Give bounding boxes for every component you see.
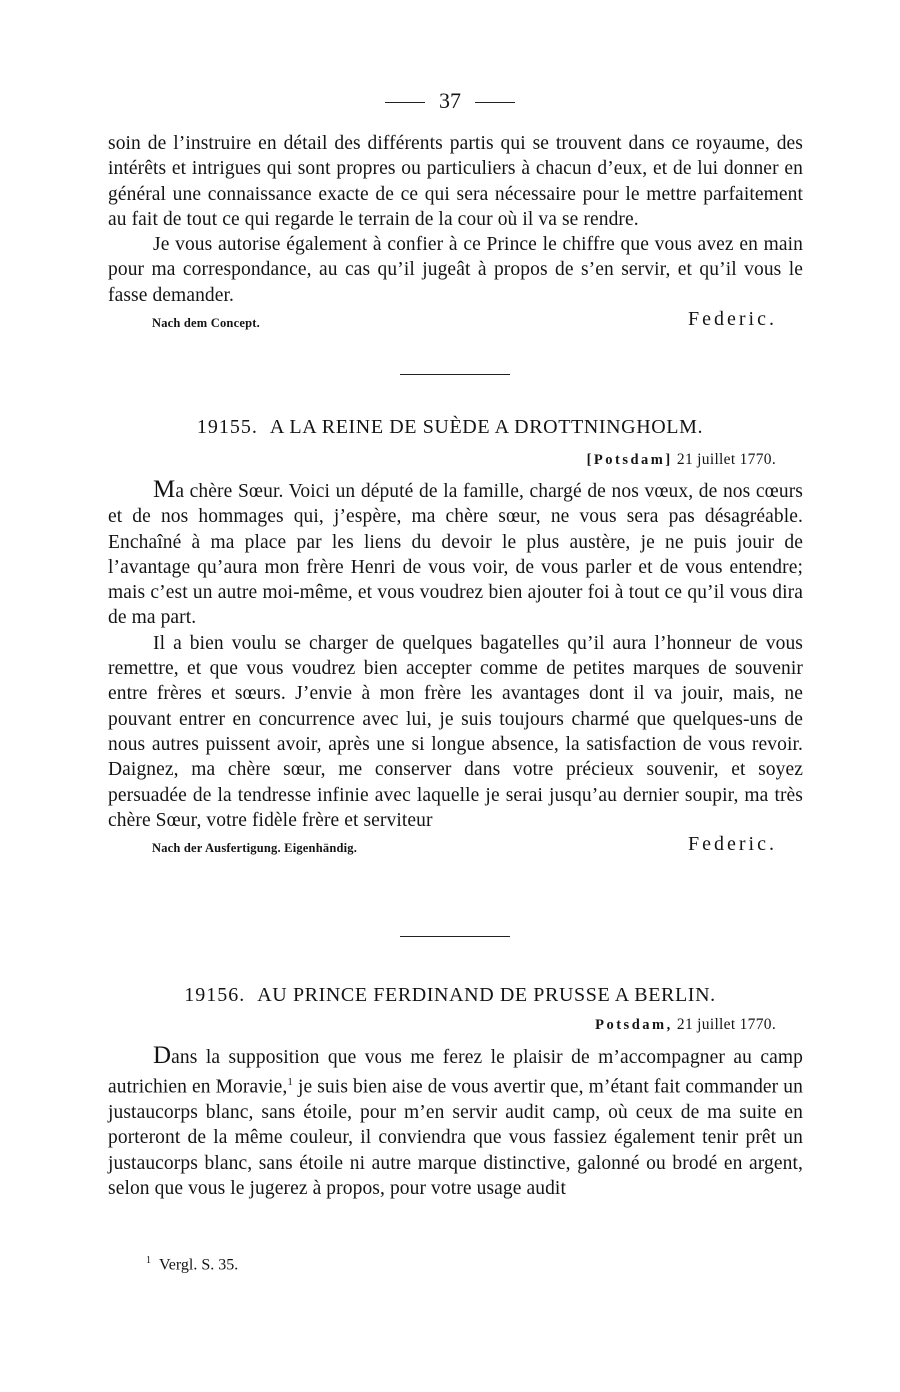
header-dash-left [385, 102, 425, 103]
letter-paragraph-start: ans la supposition que vous me ferez le plaisir de m’accompagner au camp autrichien en Moravie, [108, 1047, 803, 1098]
signature: Federic. [688, 308, 777, 331]
letter-paragraph-1 [108, 1043, 803, 1201]
signature: Federic. [688, 833, 777, 856]
letter-title: AU PRINCE FERDINAND DE PRUSSE A BERLIN. [257, 984, 716, 1006]
continuation-paragraph-2: Je vous autorise également à confier à ce Prince le chiffre que vous avez en main pour ma correspondance, au cas qu’il jugeât à propos de s’en servir, et qu’il vous le fasse demander. [108, 234, 803, 306]
footnote [146, 1255, 238, 1274]
letter-paragraph-1 [108, 477, 803, 631]
letter-title: A LA REINE DE SUÈDE A DROTTNINGHOLM. [269, 416, 704, 438]
date: 21 juillet 1770. [676, 1016, 776, 1033]
date: 21 juillet 1770. [676, 451, 776, 468]
letter-number: 19155. [196, 416, 258, 438]
section-divider [400, 374, 510, 375]
date-place: Potsdam, [595, 1017, 673, 1033]
continuation-signature-row [108, 308, 803, 334]
continuation-text [108, 131, 803, 334]
initial-letter: D [153, 1042, 172, 1069]
page-header [0, 88, 900, 114]
letter-dateline [595, 1016, 776, 1034]
footnote-text: Vergl. S. 35. [159, 1256, 239, 1274]
letter-number: 19156. [184, 984, 246, 1006]
letter-heading [0, 416, 900, 439]
letter-paragraph-end: je suis bien aise de vous avertir que, m’étant fait commander un justaucorps blanc, sans étoile, pour m’en servir audit camp, où ceux de ma suite en porteront de la même couleur, il conviendra que vous fassiez également tenir prêt un justaucorps blanc, sans étoile ni autre marque distinctive, galonné ou brodé en argent, selon que vous le jugerez à propos, pour votre usage audit [108, 1076, 803, 1199]
footnote-reference[interactable]: 1 [287, 1076, 293, 1089]
letter-paragraph-2: Il a bien voulu se charger de quelques bagatelles qu’il aura l’honneur de vous remettre, et que vous voudrez bien accepter comme de petites marques de souvenir entre frères et sœurs. J’envie à mon frère les avantages dont il va jouir, mais, ne pouvant entrer en concurrence avec lui, je suis toujours charmé que quelques-uns de nous autres puissent avoir, après une si longue absence, la satisfaction de vous revoir. Daignez, ma chère sœur, me conserver dans votre précieux souvenir, et soyez persuadée de la tendresse infinie avec laquelle je serai jusqu’au dernier soupir, ma très chère Sœur, votre fidèle frère et serviteur [108, 632, 803, 831]
date-place: [Potsdam] [586, 452, 673, 468]
letter-body [108, 1043, 803, 1201]
letter-signature-row [108, 833, 803, 859]
letter-dateline [587, 451, 776, 469]
letter-heading [0, 984, 900, 1007]
continuation-paragraph-1: soin de l’instruire en détail des différents partis qui se trouvent dans ce royaume, des intérêts et intrigues qui sont propres ou particuliers à chacun d’eux, et de lui donner en général une connaissance exacte de ce qui sera nécessaire pour le mettre parfaitement au fait de tout ce qui regarde le terrain de la cour où il va se rendre. [108, 133, 803, 230]
page-number: 37 [439, 88, 461, 113]
source-note: Nach dem Concept. [152, 316, 260, 331]
footnote-mark: 1 [146, 1255, 151, 1266]
initial-letter: M [153, 476, 176, 503]
section-divider [400, 936, 510, 937]
header-dash-right [475, 102, 515, 103]
letter-paragraph-1-text: a chère Sœur. Voici un député de la famille, chargé de nos vœux, de nos cœurs et de nos hommages qui, j’espère, ma chère sœur, ne vous sera pas désagréable. Enchaîné à ma place par les liens du devoir le plus austère, je ne puis jouir de l’avantage qu’aura mon frère Henri de vous voir, de vous parler et de vous entendre; mais c’est un autre moi-même, et vous voudrez bien ajouter foi à tout ce qu’il vous dira de ma part. [108, 481, 803, 629]
source-note: Nach der Ausfertigung. Eigenhändig. [152, 841, 358, 856]
letter-body [108, 477, 803, 859]
